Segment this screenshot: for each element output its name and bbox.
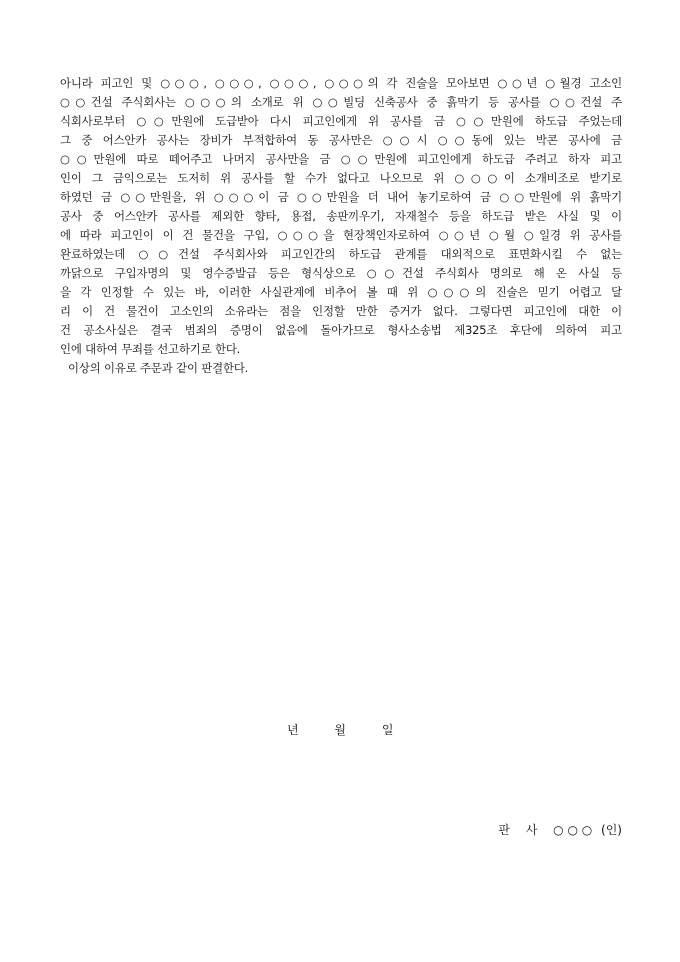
judge-seal: (인): [601, 823, 622, 837]
paragraph-line: 완료하였는데 ○○건설 주식회사와 피고인간의 하도급 관계를 대외적으로 표면화시킬 수 없는: [60, 247, 622, 261]
judge-title-char-1: 판: [498, 823, 510, 837]
paragraph-line: 아니라 피고인 및 ○○○, ○○○, ○○○, ○○○의 각 진술을 모아보면 ○○년 ○월경 고소인: [60, 76, 622, 90]
paragraph-line: 공사 중 어스안카 공사를 제외한 향타, 용접, 송판끼우기, 자재철수 등을 하도급 받은 사실 및 이: [60, 209, 622, 223]
paragraph-line: 건 공소사실은 결국 범죄의 증명이 없음에 돌아가므로 형사소송법 제325조 후단에 의하여 피고: [60, 323, 622, 337]
paragraph-line: 하였던 금 ○○만원을, 위 ○○○이 금 ○○만원을 더 내어 놓기로하여 금 ○○만원에 위 흙막기: [60, 190, 622, 204]
paragraph-line: 리 이 건 물건이 고소인의 소유라는 점을 인정할 만한 증거가 없다. 그렇다면 피고인에 대한 이: [60, 304, 622, 318]
judgment-reasoning-text: [60, 74, 622, 378]
paragraph-line: ○○건설 주식회사는 ○○○의 소개로 위 ○○빌딩 신축공사 중 흙막기 등 공사를 ○○건설 주: [60, 95, 622, 109]
date-month-label: 월: [334, 723, 347, 737]
judgment-date: [287, 722, 393, 738]
conclusion-line: 이상의 이유로 주문과 같이 판결한다.: [68, 361, 249, 375]
paragraph-line: 까닭으로 구입자명의 및 영수증발급 등은 형식상으로 ○○건설 주식회사 명의로 해 온 사실 등: [60, 266, 622, 280]
date-year-label: 년: [287, 723, 299, 737]
paragraph-line: 식회사로부터 ○○만원에 도급받아 다시 피고인에게 위 공사를 금 ○○만원에 하도급 주었는데: [60, 114, 622, 128]
paragraph-line: 인이 그 금익으로는 도저히 위 공사를 할 수가 없다고 나오므로 위 ○○○이 소개비조로 받기로: [60, 171, 622, 185]
paragraph-line: 그 중 어스안카 공사는 장비가 부적합하여 동 공사만은 ○○시 ○○동에 있는 박콘 공사에 금: [60, 133, 622, 147]
judge-signature: [498, 822, 622, 838]
judge-name: ○ ○ ○: [553, 823, 593, 837]
paragraph-line: 을 각 인정할 수 있는 바, 이러한 사실관계에 비추어 볼 때 위 ○○○의 진술은 믿기 어렵고 달: [60, 285, 622, 299]
judge-title-char-2: 사: [525, 823, 538, 837]
date-day-label: 일: [381, 723, 394, 737]
paragraph-line: 인에 대하여 무죄를 선고하기로 한다.: [60, 342, 241, 356]
paragraph-line: ○○만원에 따로 떼어주고 나머지 공사만을 금 ○○만원에 피고인에게 하도급 주려고 하자 피고: [60, 152, 622, 166]
paragraph-line: 에 따라 피고인이 이 건 물건을 구입, ○○○을 현장책인자로하여 ○○년 ○월 ○일경 위 공사를: [60, 228, 622, 242]
